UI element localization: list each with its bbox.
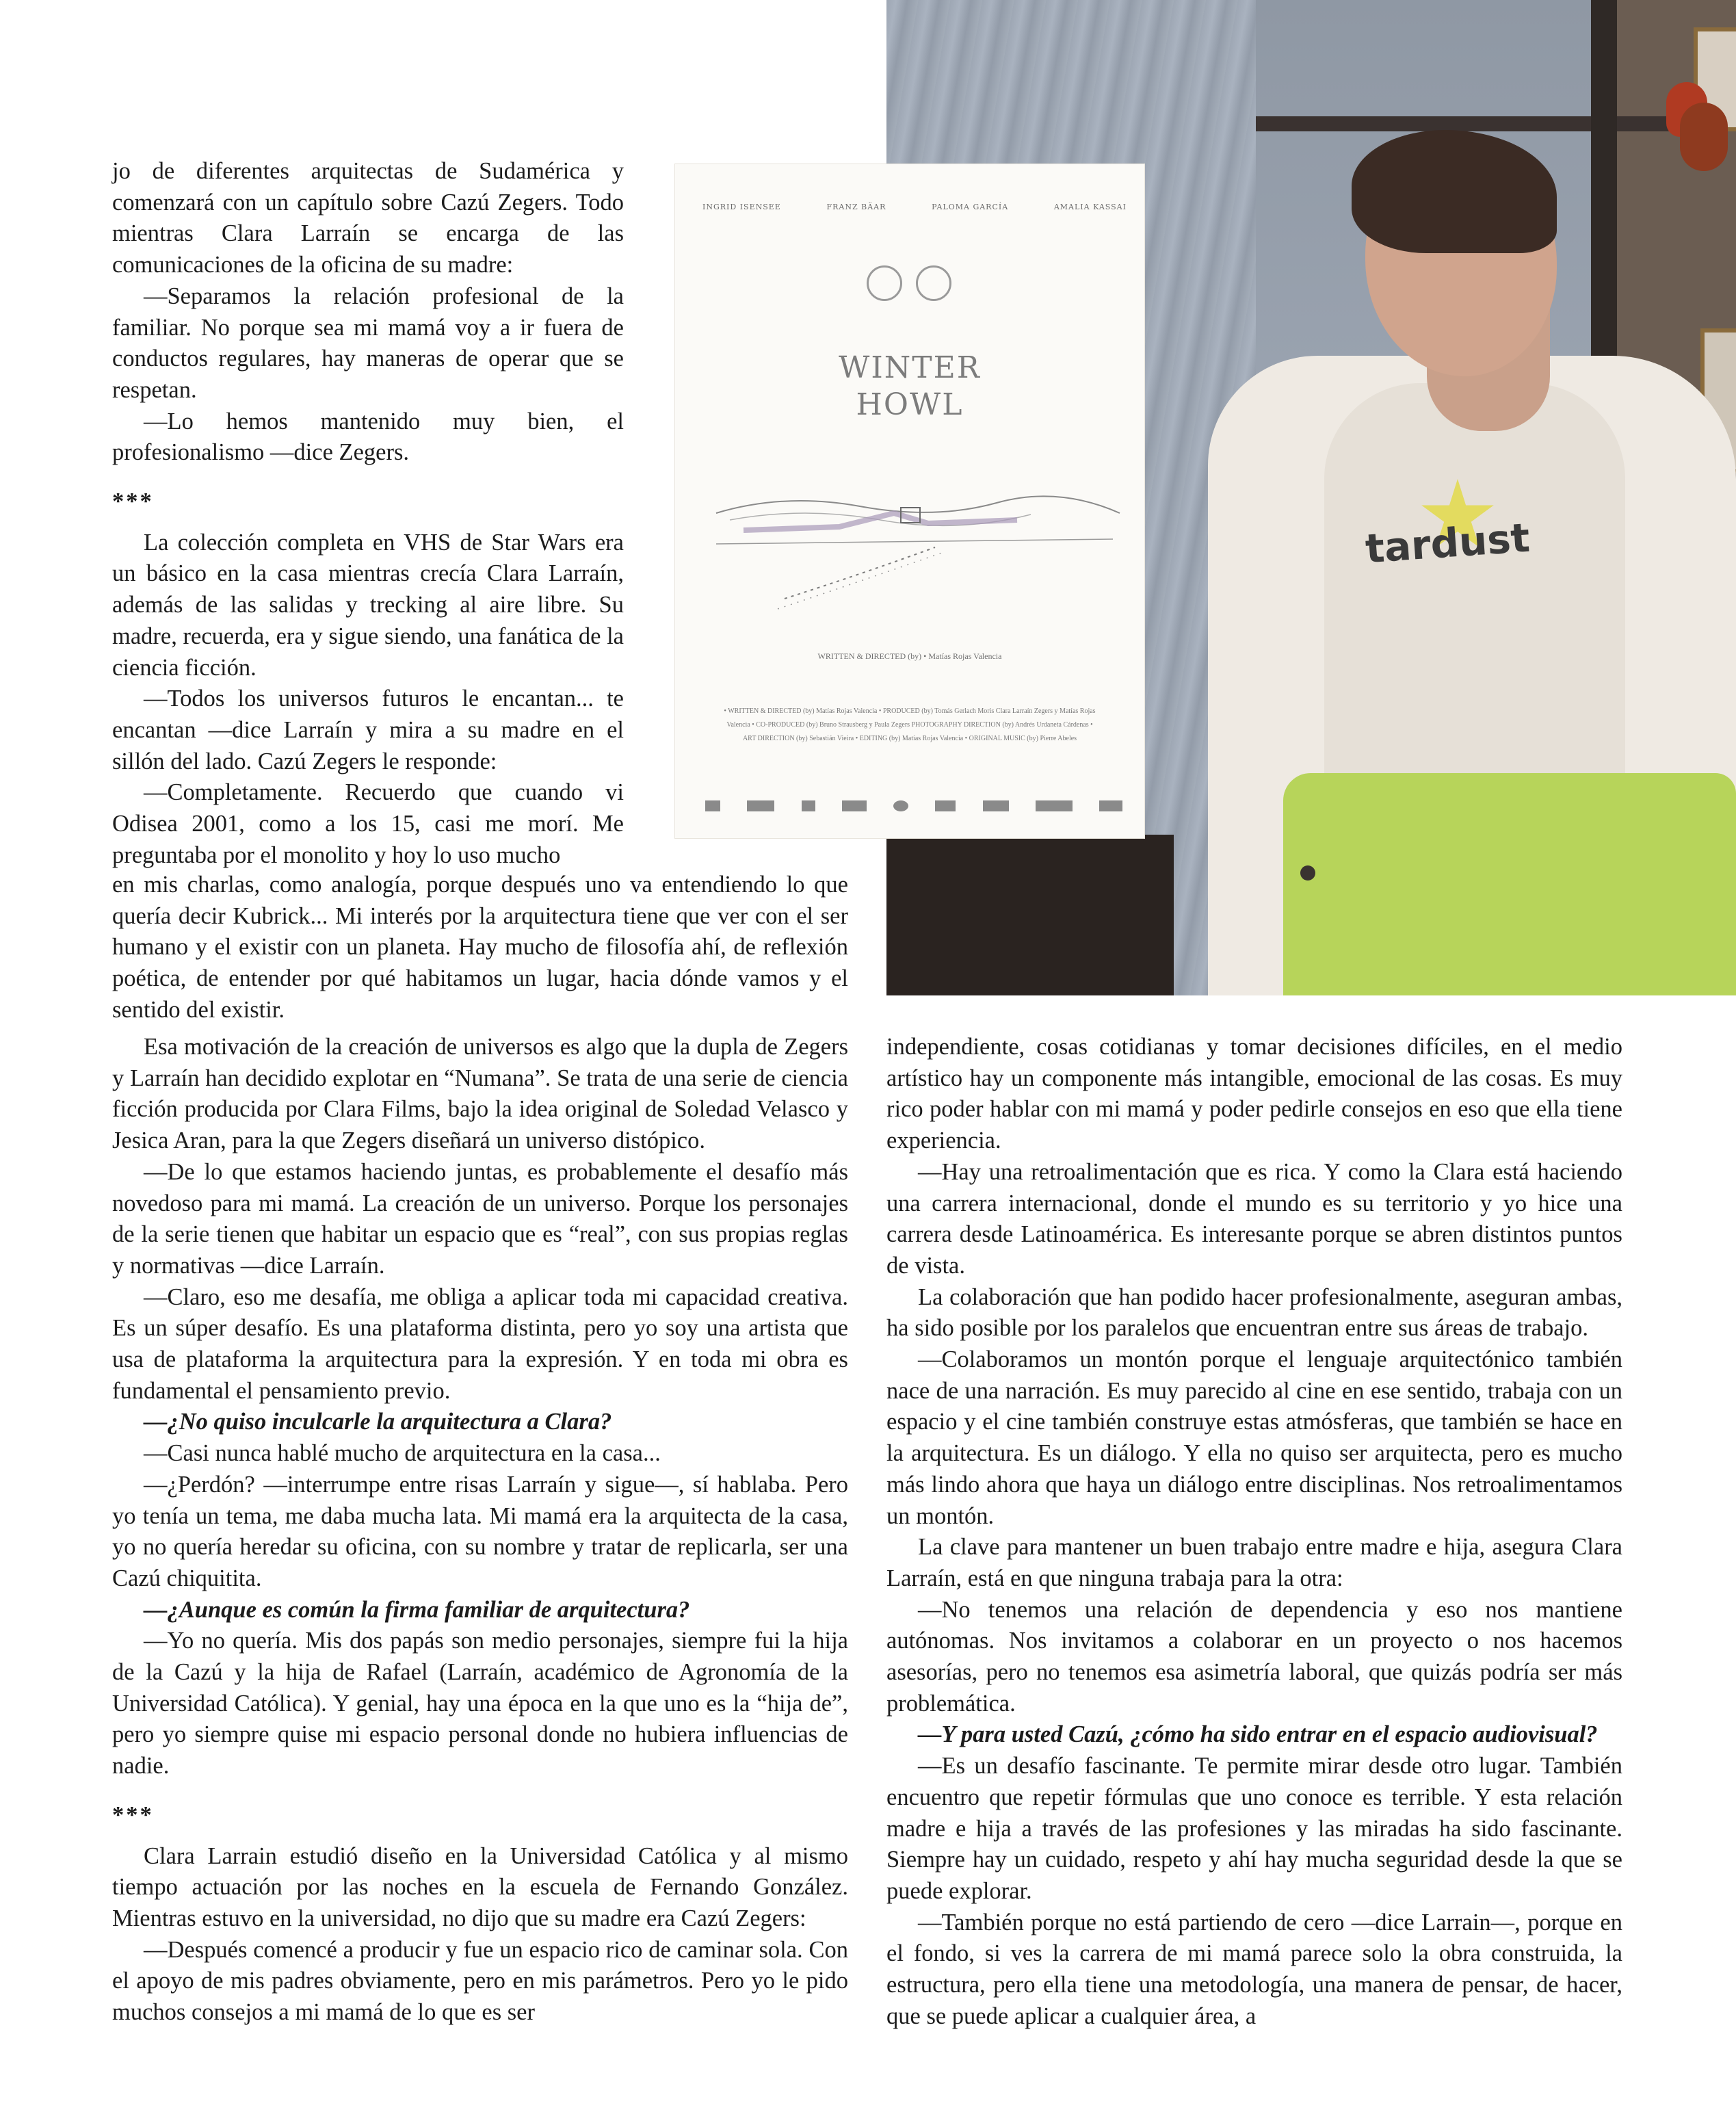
paragraph: —Es un desafío fascinante. Te permite mirar desde otro lugar. También encuentro que repetir fórmulas que uno conoce es terrible. Y esta relación madre e hija a través de las profesiones y las miradas ha sido fascinante. Siempre hay un cuidado, respeto y ahí hay mucha seguridad desde la que se puede explorar. [886,1753,1622,1904]
sponsor-logo [747,800,774,811]
paragraph: —Completamente. Recuerdo que cuando vi Odisea 2001, como a los 15, casi me morí. Me preguntaba por el monolito y hoy lo uso mucho [112,779,624,868]
paragraph: —No tenemos una relación de dependencia y eso nos mantiene autónomas. Nos invitamos a colaborar en un proyecto o nos hacemos asesorías, pero no tenemos esa asimetría laboral, que quizás podría ser más problemática. [886,1596,1622,1717]
paragraph: La colaboración que han podido hacer profesionalmente, aseguran ambas, ha sido posible por los paralelos que encuentran entre sus áreas de trabajo. [886,1283,1622,1342]
clay-vase [1680,103,1728,171]
paragraph: jo de diferentes arquitectas de Sudamérica y comenzará con un capítulo sobre Cazú Zegers. Todo mientras Clara Larraín se encarga de las comunicaciones de la oficina de su madre: [112,158,624,278]
poster-logo-strip [705,800,1122,811]
poster-title-line2: HOWL [856,387,964,422]
paragraph: —Después comencé a producir y fue un espacio rico de caminar sola. Con el apoyo de mis padres obviamente, pero en mis parámetros. Pero yo le pido muchos consejos a mi mamá de lo que es ser [112,1936,848,2026]
sponsor-logo [1036,800,1073,811]
green-skirt [1283,773,1736,995]
paragraph: —Claro, eso me desafía, me obliga a aplicar toda mi capacidad creativa. Es un súper desafío. Es una plataforma distinta, pero yo soy una artista que usa de plataforma la arquitectura para la expresión. Y en toda mi obra es fundamental el pensamiento previo. [112,1283,848,1404]
interview-question: —¿Aunque es común la firma familiar de arquitectura? [144,1596,690,1623]
paragraph: —Lo hemos mantenido muy bien, el profesionalismo —dice Zegers. [112,408,624,466]
article-column-left-top [112,156,624,871]
shelf-board [1256,116,1736,131]
paragraph: —Casi nunca hablé mucho de arquitectura en la casa... [144,1440,661,1467]
poster-billing-block: • WRITTEN & DIRECTED (by) Matías Rojas Valencia • PRODUCED (by) Tomás Gerlach Moris Clara Larraín Zegers y Matías Rojas Valencia • CO-PRODUCED (by) Bruno Strausberg y Paula Zegers PHOTOGRAPHY DIRECTION (by) Andrés Urdaneta Cárdenas • ART DIRECTION (by) Sebastián Vieira • EDITING (by) Matías Rojas Valencia • ORIGINAL MUSIC (by) Pierre Abeles [724,707,1096,742]
sponsor-logo [893,800,908,811]
sponsor-logo [1099,800,1122,811]
paragraph: —De lo que estamos haciendo juntas, es probablemente el desafío más novedoso para mi mamá. La creación de un universo. Porque los personajes de la serie tienen que habitar un espacio que es “real”, con sus propias reglas y normativas —dice Larraín. [112,1158,848,1279]
interview-question: —Y para usted Cazú, ¿cómo ha sido entrar en el espacio audiovisual? [918,1721,1598,1748]
paragraph: —Hay una retroalimentación que es rica. Y como la Clara está haciendo una carrera internacional, donde el mundo es su territorio y yo hice una carrera desde Latinoamérica. Es interesante porque se abren distintos puntos de vista. [886,1158,1622,1279]
paragraph: Clara Larrain estudió diseño en la Universidad Católica y al mismo tiempo actuación por las noches en la escuela de Fernando González. Mientras estuvo en la universidad, no dijo que su madre era Cazú Zegers: [112,1842,848,1931]
shirt-print-text: tardust [1363,514,1531,573]
paragraph: —Separamos la relación profesional de la familiar. No porque sea mi mamá voy a ir fuera de conductos regulares, hay maneras de operar que se respetan. [112,283,624,403]
paragraph: —Yo no quería. Mis dos papás son medio personajes, siempre fui la hija de la Cazú y la hija de Rafael (Larraín, académico de Agronomía de la Universidad Católica). Y genial, hay una época en la que uno es la “hija de”, pero yo siempre quise mi espacio personal donde no hubiera influencias de nadie. [112,1628,848,1779]
laurel-icon [867,265,902,301]
article-column-left [112,1032,848,2029]
t-shirt [1324,383,1625,807]
sponsor-logo [983,800,1009,811]
paragraph: La colección completa en VHS de Star Wars era un básico en la casa mientras crecía Clara Larraín, además de las salidas y trecking al aire libre. Su madre, recuerda, era y sigue siendo, una fanática de la ciencia ficción. [112,529,624,681]
poster-cast-name: AMALIA KASSAI [1053,203,1127,211]
article-column-left-wide [112,870,848,1026]
paragraph: —¿Perdón? —interrumpe entre risas Larraín y sigue—, sí hablaba. Pero yo tenía un tema, me daba mucha lata. Mi mamá era la arquitecta de la casa, yo no quería heredar su oficina, con su nombre y tratar de replicarla, ser una Cazú chiquitita. [112,1471,848,1591]
sponsor-logo [935,800,956,811]
paragraph: Esa motivación de la creación de universos es algo que la dupla de Zegers y Larraín han decidido explotar en “Numana”. Se trata de una serie de ciencia ficción producida por Clara Films, bajo la idea original de Soledad Velasco y Jesica Aran, para la que Zegers diseñará un universo distópico. [112,1034,848,1154]
article-column-right [886,1032,1622,2033]
poster-cast-name: PALOMA GARCÍA [932,203,1009,211]
sponsor-logo [705,800,720,811]
paragraph: —Colaboramos un montón porque el lenguaje arquitectónico también nace de una narración. Es muy parecido al cine en ese sentido, trabaja con un espacio y el cine también construye estas atmósferas, que también se hace en la arquitectura. Es un diálogo. Y ella no quiso ser arquitecta, pero es mucho más lindo ahora que haya un diálogo entre disciplinas. Nos retroalimentamos un montón. [886,1346,1622,1529]
sponsor-logo [842,800,867,811]
paragraph: —Todos los universos futuros le encantan... te encantan —dice Larraín y mira a su madre en el sillón del lado. Cazú Zegers le responde: [112,686,624,774]
laurel-icon [916,265,951,301]
section-separator: *** [112,1801,154,1828]
poster-title-line1: WINTER [839,350,981,385]
section-separator: *** [112,488,154,515]
film-poster [675,164,1144,838]
poster-cast-list [702,203,1127,211]
hair [1352,130,1557,253]
paragraph: independiente, cosas cotidianas y tomar decisiones difíciles, en el medio artístico hay un componente más intangible, emocional de las cosas. Es muy rico poder hablar con mi mamá y poder pedirle consejos en eso que ella tiene experiencia. [886,1034,1622,1154]
blazer-button [1300,865,1315,881]
paragraph: en mis charlas, como analogía, porque después uno va entendiendo lo que quería decir Kubrick... Mi interés por la arquitectura tiene que ver con el ser humano y el existir con un planeta. Hay mucho de filosofía ahí, de reflexión poética, de entender por qué habitamos un lugar, hacia dónde vamos y el sentido del existir. [112,872,848,1023]
sponsor-logo [802,800,815,811]
poster-cast-name: INGRID ISENSEE [702,203,781,211]
poster-written-directed: WRITTEN & DIRECTED (by) • Matías Rojas Valencia [817,651,1002,661]
paragraph: —También porque no está partiendo de cero —dice Larrain—, porque en el fondo, si ves la carrera de mi mamá parece solo la obra construida, la estructura, pero ella tiene una metodología, una manera de pensar, de hacer, que se puede aplicar a cualquier área, a [886,1909,1622,2029]
paragraph: La clave para mantener un buen trabajo entre madre e hija, asegura Clara Larraín, está en que ninguna trabaja para la otra: [886,1534,1622,1591]
interview-question: —¿No quiso inculcarle la arquitectura a Clara? [144,1409,612,1435]
landscape-sketch [702,465,1127,643]
festival-laurels [867,265,951,301]
poster-cast-name: FRANZ BÄAR [826,203,886,211]
dark-shelf [886,835,1174,995]
